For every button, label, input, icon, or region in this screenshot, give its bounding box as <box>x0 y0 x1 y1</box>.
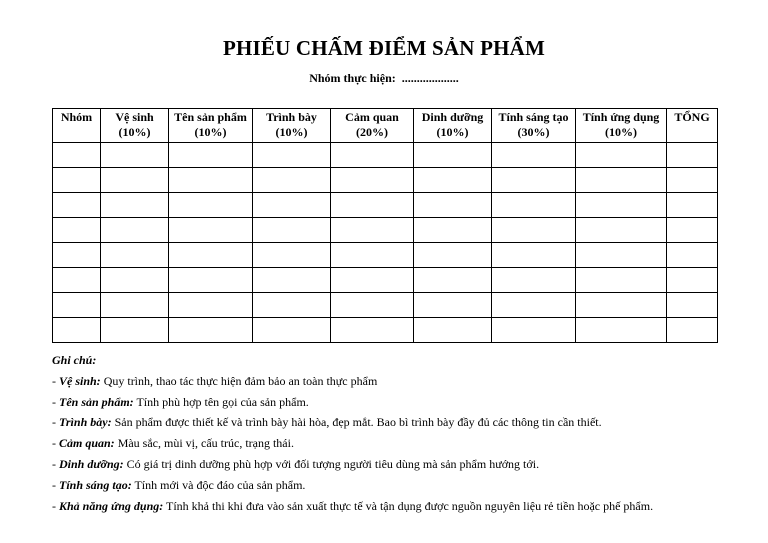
score-cell[interactable] <box>253 143 331 168</box>
score-cell[interactable] <box>253 243 331 268</box>
page-title: PHIẾU CHẤM ĐIỂM SẢN PHẨM <box>222 36 546 60</box>
notes-section <box>52 350 653 516</box>
note-item: - Khả năng ứng dụng: Tính khả thi khi đưa vào sản xuất thực tế và tận dụng được nguồn nguyên liệu rẻ tiền hoặc phế phẩm. <box>52 498 654 513</box>
score-cell[interactable] <box>101 318 169 343</box>
score-cell[interactable] <box>53 293 101 318</box>
table-row <box>53 268 718 293</box>
score-cell[interactable] <box>667 193 718 218</box>
note-text: Sản phẩm được thiết kế và trình bày hài hòa, đẹp mắt. Bao bì trình bày đầy đủ các thông tin cần thiết. <box>111 415 602 430</box>
score-cell[interactable] <box>253 168 331 193</box>
score-cell[interactable] <box>492 218 576 243</box>
score-cell[interactable] <box>576 168 667 193</box>
score-table <box>52 108 718 343</box>
note-text: Tính mới và độc đáo của sản phẩm. <box>131 477 306 492</box>
score-cell[interactable] <box>414 168 492 193</box>
score-cell[interactable] <box>253 318 331 343</box>
score-table-body <box>53 143 718 343</box>
note-term: Dinh dưỡng: <box>59 456 124 471</box>
score-cell[interactable] <box>667 293 718 318</box>
score-cell[interactable] <box>169 143 253 168</box>
group-line <box>0 71 768 86</box>
table-row <box>53 243 718 268</box>
note-term: Cảm quan: <box>59 436 115 451</box>
score-cell[interactable] <box>576 243 667 268</box>
score-cell[interactable] <box>492 193 576 218</box>
col-header-tong: TỔNG <box>667 109 718 143</box>
score-cell[interactable] <box>576 143 667 168</box>
score-cell[interactable] <box>53 318 101 343</box>
score-cell[interactable] <box>331 318 414 343</box>
score-cell[interactable] <box>53 193 101 218</box>
score-cell[interactable] <box>169 293 253 318</box>
table-row <box>53 168 718 193</box>
score-cell[interactable] <box>492 318 576 343</box>
score-cell[interactable] <box>53 168 101 193</box>
note-item: - Trình bày: Sản phẩm được thiết kế và trình bày hài hòa, đẹp mắt. Bao bì trình bày đầy đủ các thông tin cần thiết. <box>52 415 602 430</box>
col-header-dinh-duong: Dinh dưỡng (10%) <box>414 109 492 143</box>
score-cell[interactable] <box>53 218 101 243</box>
score-cell[interactable] <box>101 143 169 168</box>
score-cell[interactable] <box>331 168 414 193</box>
score-cell[interactable] <box>53 243 101 268</box>
score-cell[interactable] <box>667 218 718 243</box>
table-row <box>53 293 718 318</box>
score-cell[interactable] <box>169 168 253 193</box>
group-value: ................... <box>401 71 459 85</box>
note-item: - Cảm quan: Màu sắc, mùi vị, cấu trúc, trạng thái. <box>52 436 294 451</box>
table-row <box>53 143 718 168</box>
score-cell[interactable] <box>667 318 718 343</box>
score-cell[interactable] <box>667 243 718 268</box>
table-row <box>53 218 718 243</box>
score-cell[interactable] <box>331 268 414 293</box>
score-cell[interactable] <box>331 293 414 318</box>
score-cell[interactable] <box>667 143 718 168</box>
note-text: Tính khả thi khi đưa vào sản xuất thực tế và tận dụng được nguồn nguyên liệu rẻ tiền hoặc phế phẩm. <box>163 498 654 513</box>
score-cell[interactable] <box>169 268 253 293</box>
table-row <box>53 193 718 218</box>
note-item: - Tính sáng tạo: Tính mới và độc đáo của sản phẩm. <box>52 477 306 492</box>
score-cell[interactable] <box>101 218 169 243</box>
score-cell[interactable] <box>101 243 169 268</box>
col-header-ve-sinh: Vệ sinh (10%) <box>101 109 169 143</box>
note-item: - Vệ sinh: Quy trình, thao tác thực hiện đảm bảo an toàn thực phẩm <box>52 373 378 388</box>
score-cell[interactable] <box>414 218 492 243</box>
score-cell[interactable] <box>169 218 253 243</box>
score-cell[interactable] <box>414 268 492 293</box>
table-header-row <box>53 109 718 143</box>
score-cell[interactable] <box>253 218 331 243</box>
score-cell[interactable] <box>492 268 576 293</box>
score-cell[interactable] <box>667 268 718 293</box>
score-cell[interactable] <box>253 193 331 218</box>
score-cell[interactable] <box>169 193 253 218</box>
score-cell[interactable] <box>101 168 169 193</box>
score-cell[interactable] <box>169 318 253 343</box>
col-header-cam-quan: Cảm quan (20%) <box>331 109 414 143</box>
score-cell[interactable] <box>414 293 492 318</box>
note-term: Khả năng ứng dụng: <box>59 498 164 513</box>
col-header-trinh-bay: Trình bày (10%) <box>253 109 331 143</box>
score-cell[interactable] <box>331 193 414 218</box>
score-cell[interactable] <box>253 293 331 318</box>
score-cell[interactable] <box>53 143 101 168</box>
score-cell[interactable] <box>101 293 169 318</box>
note-term: Tính sáng tạo: <box>59 477 132 492</box>
score-cell[interactable] <box>414 243 492 268</box>
table-row <box>53 318 718 343</box>
note-text: Có giá trị dinh dưỡng phù hợp với đối tượng người tiêu dùng mà sản phẩm hướng tới. <box>123 456 540 471</box>
score-cell[interactable] <box>414 318 492 343</box>
score-cell[interactable] <box>101 193 169 218</box>
score-cell[interactable] <box>576 268 667 293</box>
score-cell[interactable] <box>492 143 576 168</box>
note-text: Tính phù hợp tên gọi của sản phẩm. <box>133 394 309 409</box>
score-cell[interactable] <box>667 168 718 193</box>
score-cell[interactable] <box>414 143 492 168</box>
note-text: Quy trình, thao tác thực hiện đảm bảo an toàn thực phẩm <box>100 373 378 388</box>
score-cell[interactable] <box>576 193 667 218</box>
score-cell[interactable] <box>576 293 667 318</box>
score-cell[interactable] <box>331 243 414 268</box>
note-item: - Tên sản phẩm: Tính phù hợp tên gọi của sản phẩm. <box>52 394 309 409</box>
note-text: Màu sắc, mùi vị, cấu trúc, trạng thái. <box>114 436 294 451</box>
score-cell[interactable] <box>414 193 492 218</box>
score-cell[interactable] <box>331 143 414 168</box>
score-cell[interactable] <box>492 293 576 318</box>
group-label: Nhóm thực hiện: <box>309 71 396 85</box>
score-cell[interactable] <box>492 243 576 268</box>
score-cell[interactable] <box>101 268 169 293</box>
col-header-tinh-sang-tao: Tính sáng tạo (30%) <box>492 109 576 143</box>
col-header-nhom: Nhóm <box>53 109 101 143</box>
note-term: Tên sản phẩm: <box>59 394 134 409</box>
score-cell[interactable] <box>331 218 414 243</box>
note-term: Trình bày: <box>59 415 112 430</box>
score-cell[interactable] <box>253 268 331 293</box>
score-cell[interactable] <box>492 168 576 193</box>
score-cell[interactable] <box>53 268 101 293</box>
note-item: - Dinh dưỡng: Có giá trị dinh dưỡng phù hợp với đối tượng người tiêu dùng mà sản phẩm hướng tới. <box>52 456 540 471</box>
note-term: Vệ sinh: <box>59 373 101 388</box>
notes-title: Ghi chú: <box>52 353 97 367</box>
score-cell[interactable] <box>576 318 667 343</box>
score-cell[interactable] <box>576 218 667 243</box>
col-header-tinh-ung-dung: Tính ứng dụng (10%) <box>576 109 667 143</box>
col-header-ten-san-pham: Tên sản phẩm (10%) <box>169 109 253 143</box>
score-cell[interactable] <box>169 243 253 268</box>
